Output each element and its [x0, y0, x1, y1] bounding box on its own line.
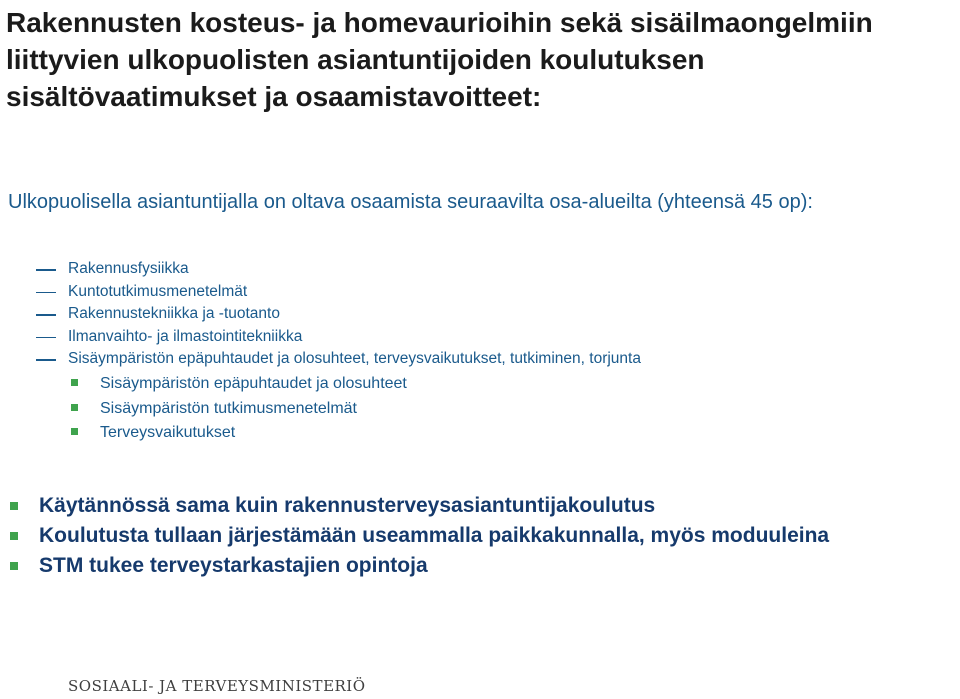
- topic-list: [36, 258, 936, 371]
- main-points-list: [10, 493, 930, 583]
- list-item: Rakennusfysiikka: [36, 258, 936, 281]
- list-item: Sisäympäristön epäpuhtaudet ja olosuhteet, terveysvaikutukset, tutkiminen, torjunta: [36, 348, 936, 371]
- list-item: Käytännössä sama kuin rakennusterveysasiantuntijakoulutus: [10, 493, 930, 518]
- list-item: Rakennustekniikka ja -tuotanto: [36, 303, 936, 326]
- list-item: Sisäympäristön epäpuhtaudet ja olosuhteet: [70, 372, 930, 397]
- list-item: Kuntotutkimusmenetelmät: [36, 281, 936, 304]
- list-item: Koulutusta tullaan järjestämään useammalla paikkakunnalla, myös moduuleina: [10, 523, 930, 548]
- list-item: Ilmanvaihto- ja ilmastointitekniikka: [36, 326, 936, 349]
- list-item: Terveysvaikutukset: [70, 421, 930, 446]
- intro-text: Ulkopuolisella asiantuntijalla on oltava osaamista seuraavilta osa-alueilta (yhteensä 45 op):: [8, 191, 813, 213]
- list-item: Sisäympäristön tutkimusmenetelmät: [70, 397, 930, 422]
- list-item: STM tukee terveystarkastajien opintoja: [10, 553, 930, 578]
- ministry-logo: SOSIAALI- JA TERVEYSMINISTERIÖ: [68, 677, 366, 695]
- slide-title: Rakennusten kosteus- ja homevaurioihin sekä sisäilmaongelmiin liittyvien ulkopuolisten asiantuntijoiden koulutuksen sisältövaatimukset ja osaamistavoitteet:: [6, 7, 873, 112]
- subtopic-list: [70, 372, 930, 446]
